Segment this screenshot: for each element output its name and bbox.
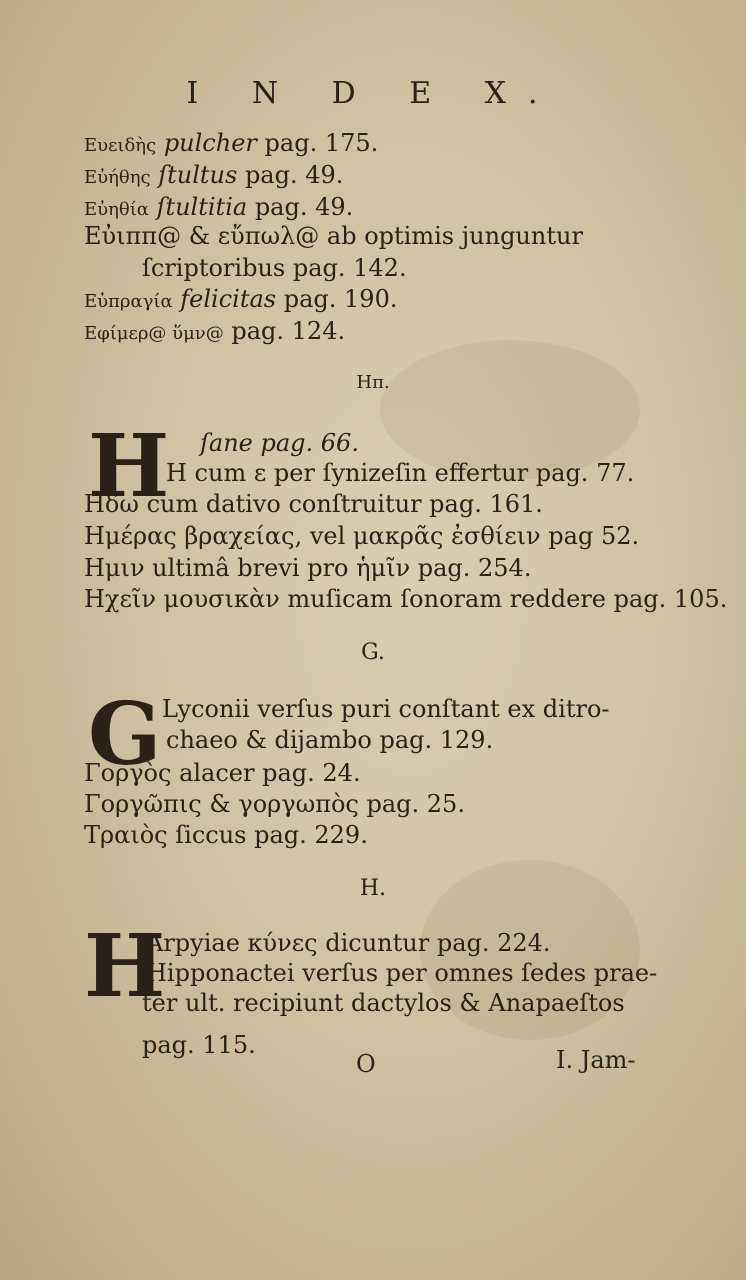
index-entry: Εὐπραγία felicitas pag. 190. (84, 285, 398, 313)
index-entry: Η cum ε per ſynizeſin effertur pag. 77. (166, 459, 635, 487)
section-heading-g: G. (361, 640, 385, 665)
index-entry: Εὐήθης ſtultus pag. 49. (84, 161, 344, 189)
section-heading-h: H. (359, 876, 387, 901)
index-entry: Arpyiae κύνες dicuntur pag. 224. (146, 929, 551, 957)
index-entry: ter ult. recipiunt dactylos & Anapaeſtos (142, 989, 625, 1017)
index-entry: Ευειδὴς pulcher pag. 175. (84, 129, 379, 157)
drop-cap: H (88, 416, 170, 517)
drop-cap: H (84, 916, 166, 1017)
index-entry: Εὐιππ@ & εὔπωλ@ ab optimis junguntur (84, 222, 583, 250)
index-entry: Ημιν ultimâ brevi pro ἡμῖν pag. 254. (84, 554, 532, 582)
index-entry: Γοργῶπις & γοργωπὸς pag. 25. (84, 790, 465, 818)
catchword: I. Jam- (556, 1046, 636, 1074)
index-entry: Hipponactei verſus per omnes ſedes prae- (146, 959, 658, 987)
index-entry-continued: ſcriptoribus pag. 142. (142, 254, 407, 282)
index-entry: pag. 115. (142, 1031, 256, 1059)
index-entry: Εὐηθία ſtultitia pag. 49. (84, 193, 354, 221)
index-entry: Ηδω cum dativo conſtruitur pag. 161. (84, 490, 543, 518)
index-entry: Εφίμερ@ ὕμν@ pag. 124. (84, 317, 346, 345)
drop-cap: G (88, 684, 162, 785)
index-entry: chaeo & dijambo pag. 129. (166, 726, 494, 754)
index-entry: Ημέρας βραχείας, vel μακρᾶς ἐσθίειν pag 52. (84, 522, 640, 550)
index-entry: Lyconii verſus puri conſtant ex ditro- (162, 695, 610, 723)
section-heading-eta: Ηπ. (356, 372, 390, 393)
index-entry: Τραιὸς ſiccus pag. 229. (84, 821, 368, 849)
index-entry: ſane pag. 66. (200, 429, 359, 457)
index-entry: Ηχεῖν μουσικὰν muſicam ſonoram reddere pag. 105. (84, 585, 728, 613)
page-title: I N D E X. (186, 76, 560, 111)
signature-mark: O (356, 1050, 376, 1078)
index-entry: Γοργὸς alacer pag. 24. (84, 759, 361, 787)
